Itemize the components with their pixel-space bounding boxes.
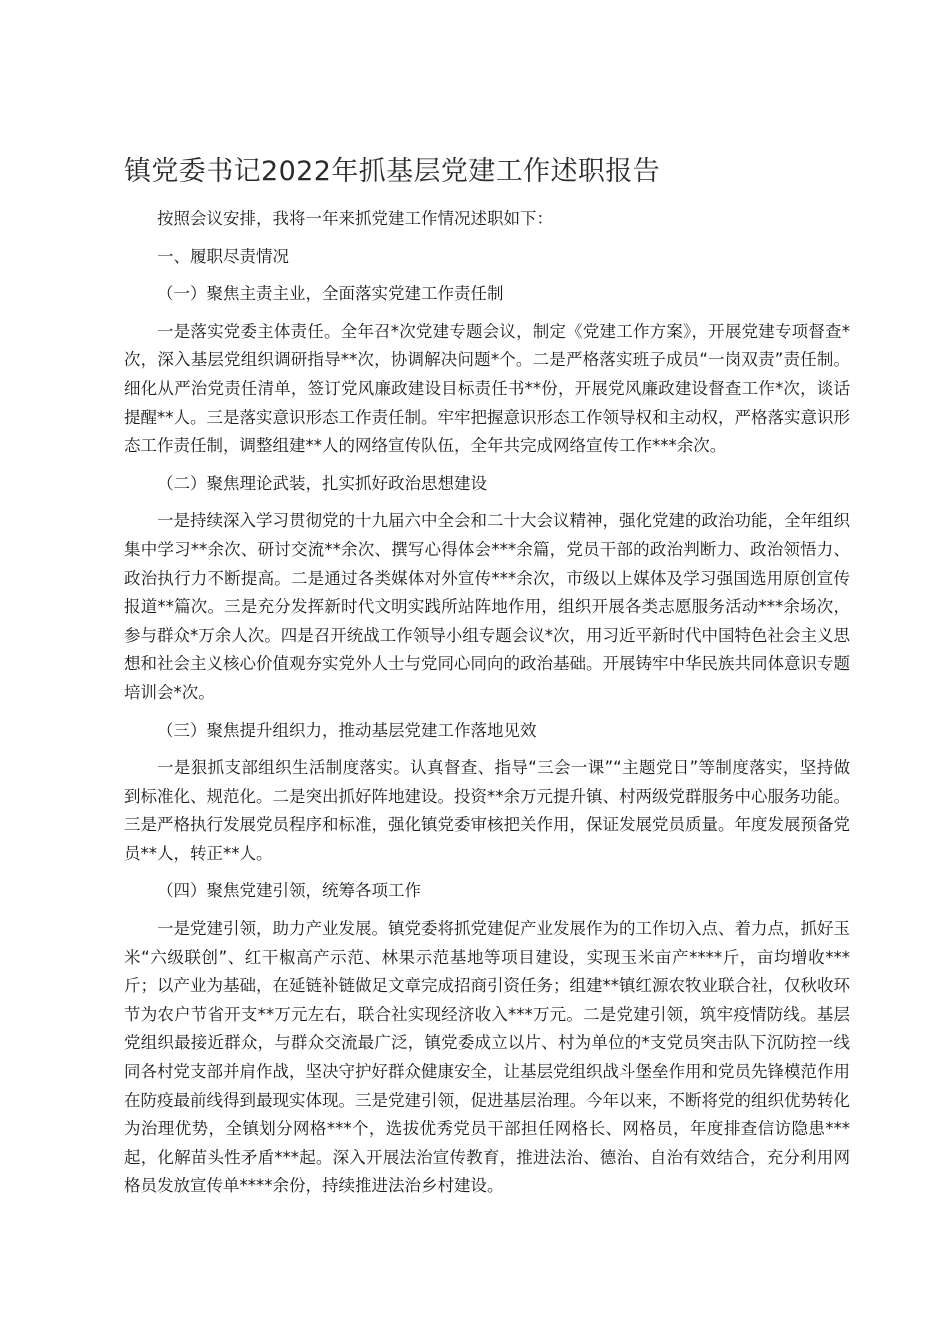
body-paragraph: 一是党建引领，助力产业发展。镇党委将抓党建促产业发展作为的工作切入点、着力点，抓好玉米“六级联创”、红干椒高产示范、林果示范基地等项目建设，实现玉米亩产****斤，亩均增收***斤；以产业为基础，在延链补链做足文章完成招商引资任务；组建**镇红源农牧业联合社，仅秋收环节为农户节省开支**万元左右，联合社实现经济收入***万元。二是党建引领，筑牢疫情防线。基层党组织最接近群众，与群众交流最广泛，镇党委成立以片、村为单位的*支党员突击队下沉防控一线同各村党支部并肩作战，坚决守护好群众健康安全，让基层党组织战斗堡垒作用和党员先锋模范作用在防疫最前线得到最现实体现。三是党建引领，促进基层治理。今年以来，不断将党的组织优势转化为治理优势，全镇划分网格***个，选拔优秀党员干部担任网格长、网格员，年度排查信访隐患***起，化解苗头性矛盾***起。深入开展法治宣传教育，推进法治、德治、自治有效结合，充分利用网格员发放宣传单****余份，持续推进法治乡村建设。: [124, 919, 850, 1196]
document-body: [124, 205, 850, 1210]
subsection-heading: （四）聚焦党建引领，统筹各项工作: [157, 881, 421, 901]
body-paragraph: 一是狠抓支部组织生活制度落实。认真督查、指导“三会一课”“主题党日”等制度落实，坚持做到标准化、规范化。二是突出抓好阵地建设。投资**余万元提升镇、村两级党群服务中心服务功能。三是严格执行发展党员程序和标准，强化镇党委审核把关作用，保证发展党员质量。年度发展预备党员**人，转正**人。: [124, 758, 850, 863]
section-heading: 一、履职尽责情况: [157, 246, 289, 266]
subsection-heading: （三）聚焦提升组织力，推动基层党建工作落地见效: [157, 720, 537, 740]
intro-paragraph: 按照会议安排，我将一年来抓党建工作情况述职如下：: [157, 209, 553, 228]
body-paragraph: 一是持续深入学习贯彻党的十九届六中全会和二十大会议精神，强化党建的政治功能，全年组织集中学习**余次、研讨交流**余次、撰写心得体会***余篇，党员干部的政治判断力、政治领悟力、政治执行力不断提高。二是通过各类媒体对外宣传***余次，市级以上媒体及学习强国选用原创宣传报道**篇次。三是充分发挥新时代文明实践所站阵地作用，组织开展各类志愿服务活动***余场次，参与群众*万余人次。四是召开统战工作领导小组专题会议*次，用习近平新时代中国特色社会主义思想和社会主义核心价值观夯实党外人士与党同心同向的政治基础。开展铸牢中华民族共同体意识专题培训会*次。: [124, 511, 850, 702]
document-title: 镇党委书记2022年抓基层党建工作述职报告: [124, 156, 661, 187]
subsection-heading: （二）聚焦理论武装，扎实抓好政治思想建设: [157, 473, 487, 493]
subsection-heading: （一）聚焦主责主业，全面落实党建工作责任制: [157, 284, 504, 304]
body-paragraph: 一是落实党委主体责任。全年召*次党建专题会议，制定《党建工作方案》，开展党建专项督查*次，深入基层党组织调研指导**次，协调解决问题*个。二是严格落实班子成员“一岗双责”责任制。细化从严治党责任清单，签订党风廉政建设目标责任书**份，开展党风廉政建设督查工作*次，谈话提醒**人。三是落实意识形态工作责任制。牢牢把握意识形态工作领导权和主动权，严格落实意识形态工作责任制，调整组建**人的网络宣传队伍，全年共完成网络宣传工作***余次。: [124, 321, 850, 456]
